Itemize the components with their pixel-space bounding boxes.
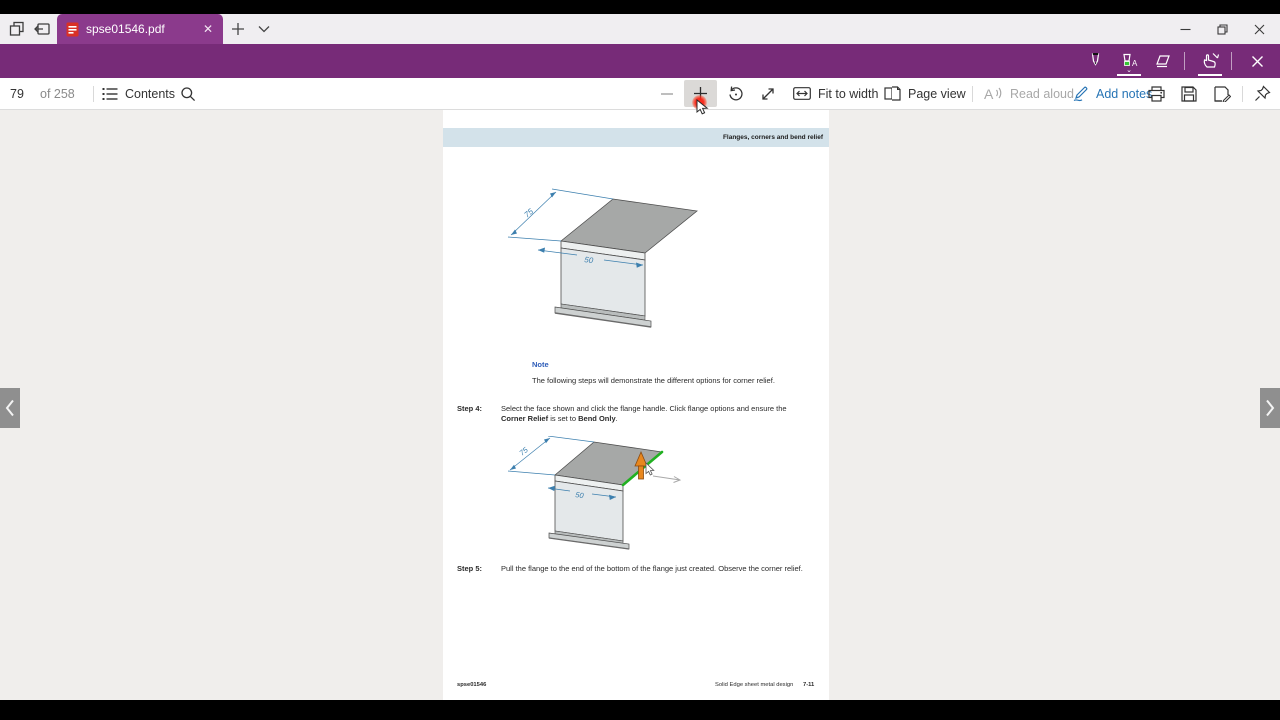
contents-button[interactable]	[102, 78, 175, 109]
search-button[interactable]	[180, 78, 196, 109]
pdf-toolbar	[0, 78, 1280, 110]
step5-text: Pull the flange to the end of the bottom of the flange just created. Observe the corner relief.	[501, 564, 803, 573]
svg-text:A: A	[1131, 59, 1137, 68]
minus-icon	[660, 87, 674, 101]
drag-direction-arrow	[653, 476, 680, 483]
pdf-page	[443, 110, 829, 700]
figure-sheet-metal-part-2	[508, 436, 693, 558]
tab-spse01546[interactable]	[57, 14, 223, 44]
fit-to-width-label: Fit to width	[818, 86, 879, 101]
zoom-out-button[interactable]	[660, 78, 674, 109]
browser-tab-strip	[0, 14, 1280, 44]
toolbar-separator	[1231, 52, 1232, 70]
print-button[interactable]	[1148, 78, 1165, 109]
toolbar-separator	[972, 86, 973, 102]
minimize-button[interactable]	[1170, 16, 1200, 42]
toolbar-separator	[1184, 52, 1185, 70]
cursor-icon	[646, 463, 654, 475]
annotation-toolbar	[0, 44, 1280, 78]
note-title: Note	[532, 360, 549, 369]
toolbar-separator	[1242, 86, 1243, 102]
zoom-fit-button[interactable]	[760, 78, 776, 109]
save-button[interactable]	[1181, 78, 1197, 109]
pdf-file-icon	[66, 22, 79, 37]
previous-page-button[interactable]	[0, 388, 20, 428]
eraser-button[interactable]	[1148, 44, 1178, 78]
draw-pen-button[interactable]	[1080, 44, 1110, 78]
note-body: The following steps will demonstrate the different options for corner relief.	[532, 376, 775, 385]
search-icon	[180, 86, 196, 102]
save-as-button[interactable]	[1214, 78, 1231, 109]
mouse-cursor-icon	[696, 99, 712, 121]
minimize-icon	[1180, 24, 1191, 35]
read-aloud-icon	[984, 86, 1003, 101]
close-annotation-toolbar-button[interactable]	[1242, 44, 1272, 78]
rotate-button[interactable]	[727, 78, 745, 109]
footer-book-title: Solid Edge sheet metal design	[715, 682, 794, 688]
page-view-icon	[884, 86, 901, 101]
read-aloud-label: Read aloud	[1010, 86, 1074, 101]
add-notes-pen-icon	[1072, 86, 1089, 102]
step4-label: Step 4:	[457, 404, 483, 413]
touch-writing-button[interactable]	[1195, 44, 1225, 78]
pop-out-tab-icon	[34, 21, 51, 37]
save-icon	[1181, 86, 1197, 102]
close-window-button[interactable]	[1244, 16, 1274, 42]
chevron-left-icon	[5, 399, 15, 417]
vertical-tabs-button[interactable]	[6, 18, 28, 40]
figure-sheet-metal-part-1	[501, 184, 706, 344]
dim-label-depth: 75	[522, 206, 536, 220]
add-notes-button[interactable]	[1072, 78, 1152, 109]
step4-text: Select the face shown and click the flange handle. Click flange options and ensure the Corner Relief is set to Bend Only.	[501, 404, 787, 423]
letterbox-bottom	[0, 700, 1280, 720]
tab-close-icon[interactable]: ✕	[202, 22, 213, 36]
page-view-label: Page view	[908, 86, 966, 101]
plus-icon	[231, 22, 245, 36]
page-number-input[interactable]: 79	[10, 86, 24, 101]
text-highlighter-button[interactable]	[1114, 44, 1144, 78]
fit-to-width-button[interactable]	[793, 78, 878, 109]
pdf-viewer-area[interactable]	[0, 110, 1280, 700]
dim-label-depth: 75	[517, 445, 530, 458]
hand-stylus-icon	[1201, 52, 1220, 70]
dim-label-width: 50	[574, 490, 585, 501]
page-header-band: Flanges, corners and bend relief	[443, 128, 829, 147]
page-view-button[interactable]	[884, 78, 966, 109]
add-notes-label: Add notes	[1096, 86, 1153, 101]
chevron-right-icon	[1265, 399, 1275, 417]
pop-out-tab-button[interactable]	[31, 18, 53, 40]
pin-icon	[1254, 85, 1271, 102]
diagonal-expand-icon	[760, 86, 776, 102]
print-icon	[1148, 86, 1165, 102]
footer-page-number: 7-11	[803, 682, 815, 688]
read-aloud-button[interactable]	[984, 78, 1074, 109]
restore-button[interactable]	[1207, 16, 1237, 42]
svg-text:A: A	[984, 86, 994, 101]
close-icon	[1251, 55, 1264, 68]
tab-list-button[interactable]	[253, 18, 275, 40]
page-count-label: of 258	[40, 86, 75, 101]
contents-label: Contents	[125, 86, 176, 101]
restore-icon	[1217, 24, 1228, 35]
close-icon	[1254, 24, 1265, 35]
pen-icon	[1087, 52, 1104, 70]
tab-title: spse01546.pdf	[86, 22, 165, 36]
highlighter-dropdown-icon: ⌄	[1126, 67, 1132, 74]
pin-toolbar-button[interactable]	[1254, 78, 1271, 109]
letterbox-top	[0, 0, 1280, 14]
toolbar-separator	[93, 86, 94, 102]
dim-label-width: 50	[583, 255, 594, 266]
save-as-icon	[1214, 86, 1231, 102]
next-page-button[interactable]	[1260, 388, 1280, 428]
new-tab-button[interactable]	[227, 18, 249, 40]
rotate-icon	[727, 85, 745, 103]
footer-doc-id: spse01546	[457, 682, 487, 688]
eraser-icon	[1154, 54, 1172, 68]
chevron-down-icon	[258, 25, 270, 33]
vertical-tabs-icon	[9, 21, 25, 37]
contents-icon	[102, 87, 118, 101]
step5-label: Step 5:	[457, 564, 483, 573]
fit-width-icon	[793, 87, 811, 100]
